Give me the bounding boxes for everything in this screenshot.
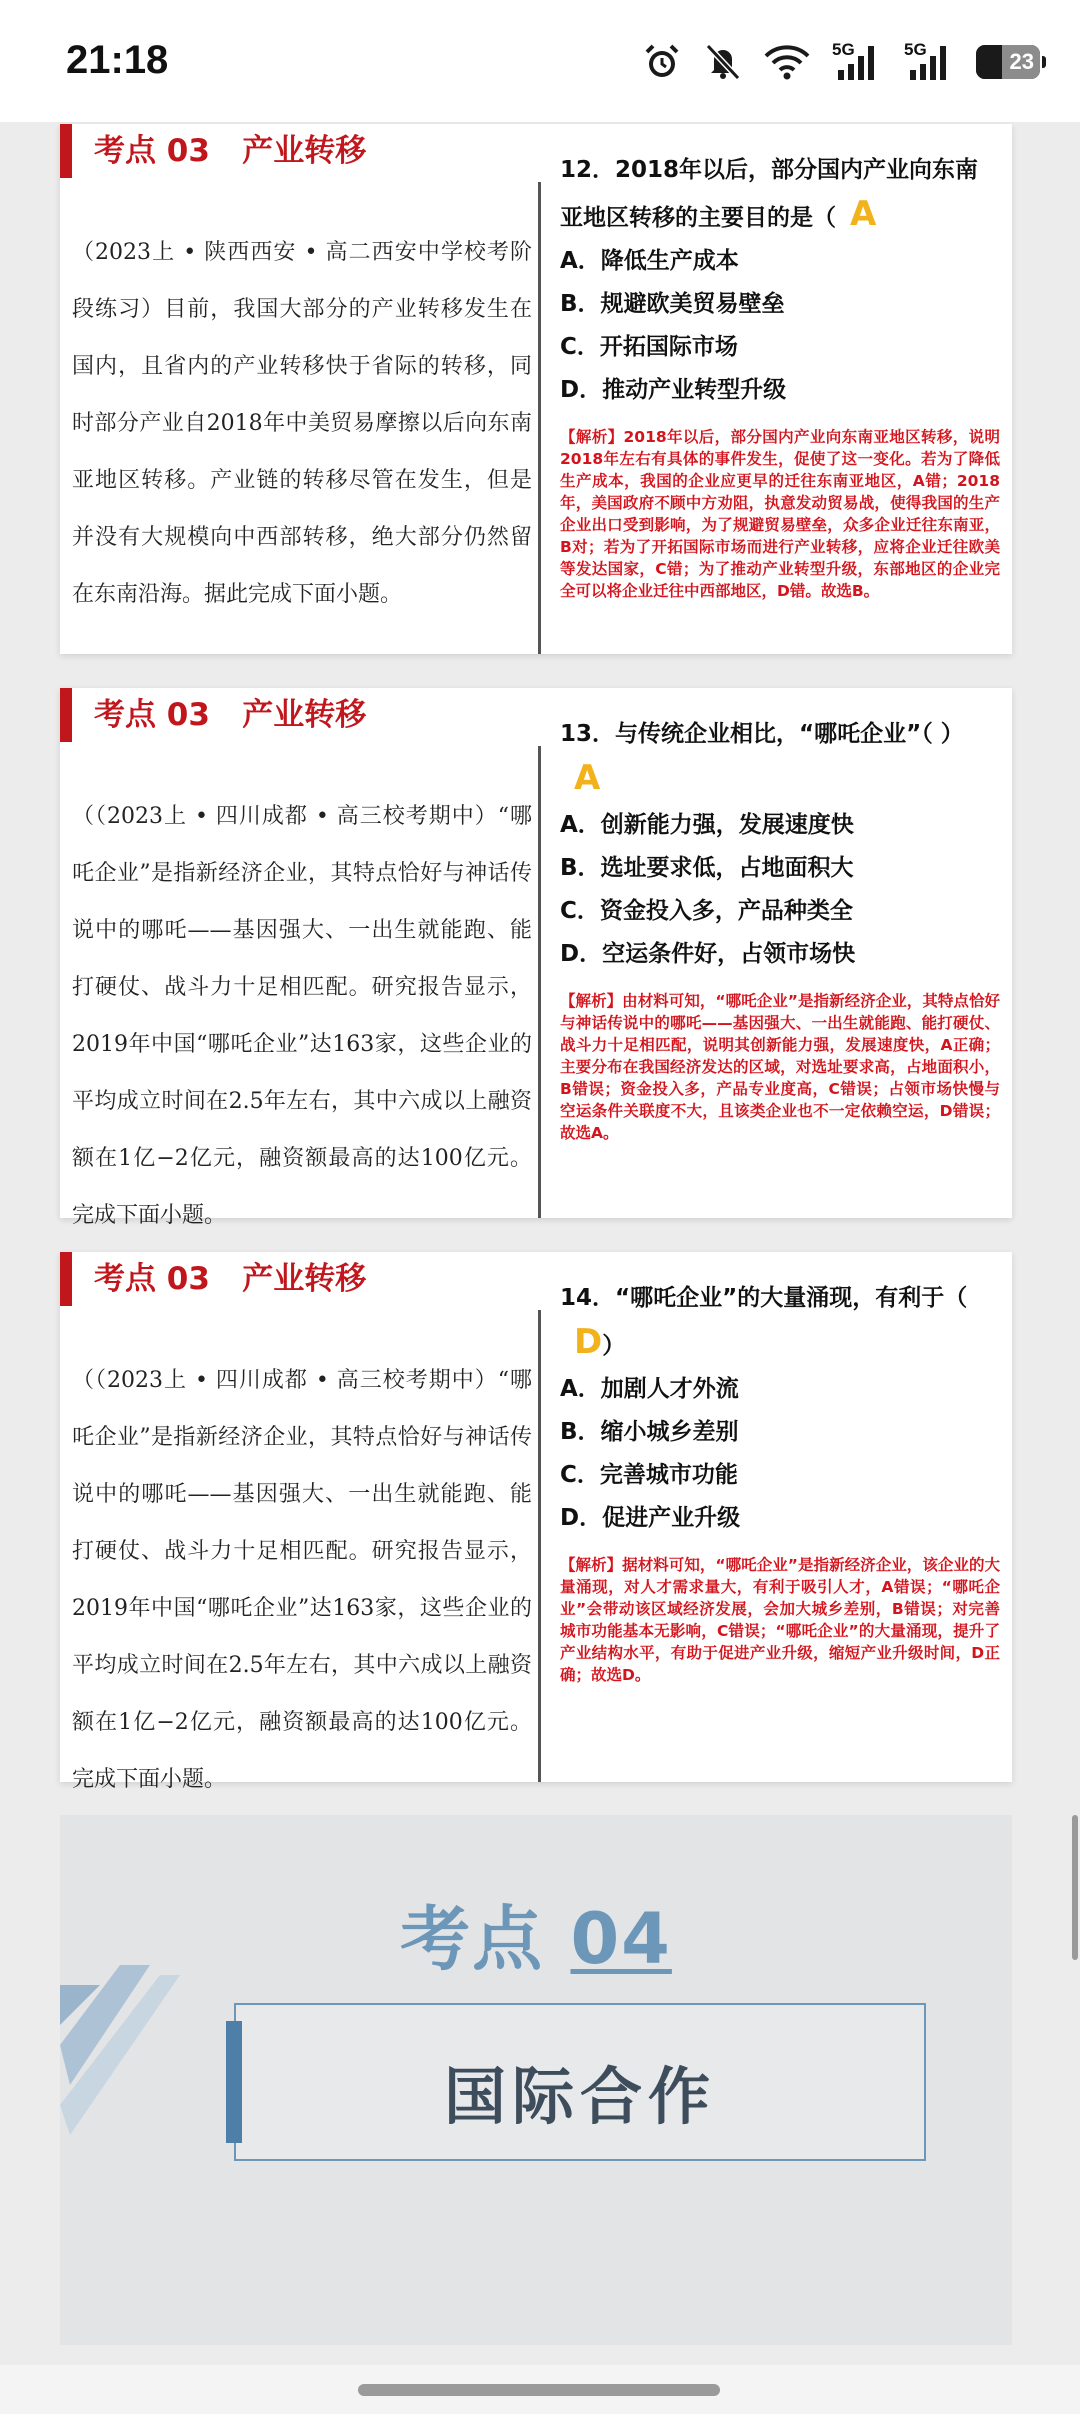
question-stem: 13．与传统企业相比，“哪吒企业”（ ）	[560, 721, 964, 747]
section-prefix: 考点	[400, 1898, 571, 1980]
slide-title: 考点 03 产业转移	[60, 1252, 366, 1306]
column-divider	[538, 182, 541, 654]
option-d: D．空运条件好，占领市场快	[560, 941, 856, 967]
option-b: B．规避欧美贸易壁垒	[560, 291, 785, 317]
material-text: （（2023上 • 四川成都 • 高三校考期中）“哪吒企业”是指新经济企业，其特点恰好与神话传说中的哪吒——基因强大、一出生就能跑、能打硬仗、战斗力十足相匹配。研究报告显示，2019年中国“哪吒企业”达163家，这些企业的平均成立时间在2.5年左右，其中六成以上融资额在1亿−2亿元，融资额最高的达100亿元。完成下面小题。	[72, 804, 532, 1228]
analysis-text: 【解析】据材料可知，“哪吒企业”是指新经济企业，该企业的大量涌现，对人才需求量大，有利于吸引人才，A错误；“哪吒企业”会带动该区域经济发展，会加大城乡差别，B错误；对完善城市功能基本无影响，C错误；“哪吒企业”的大量涌现，提升了产业结构水平，有助于促进产业升级，缩短产业升级时间，D正确；故选D。	[560, 1556, 1000, 1684]
status-icons	[642, 40, 1040, 84]
option-d: D．推动产业转型升级	[560, 377, 787, 403]
scrollbar-thumb[interactable]	[1072, 1815, 1078, 1960]
option-c: C．开拓国际市场	[560, 334, 738, 360]
answer-mark: A	[574, 758, 601, 798]
option-a: A．降低生产成本	[560, 248, 739, 274]
answer-mark: D	[574, 1322, 603, 1362]
mute-bell-icon	[704, 42, 742, 82]
status-bar	[0, 0, 1080, 122]
question-text	[560, 712, 1000, 804]
battery-level: 23	[1009, 49, 1034, 74]
section-title-slide[interactable]	[60, 1815, 1012, 2345]
section-number	[60, 1883, 1012, 1984]
answer-mark: A	[850, 194, 877, 234]
option-b: B．缩小城乡差别	[560, 1419, 739, 1445]
status-time: 21:18	[66, 38, 169, 82]
section-name-box	[234, 2003, 926, 2161]
question-text	[560, 1276, 1000, 1368]
question-tail: ）	[602, 1333, 626, 1359]
home-indicator[interactable]	[358, 2384, 720, 2396]
network-type-label: 5G	[832, 40, 855, 59]
signal-icon	[904, 42, 954, 82]
option-a: A．创新能力强，发展速度快	[560, 812, 854, 838]
alarm-icon	[642, 42, 682, 82]
section-name: 国际合作	[443, 2060, 716, 2133]
slide-card[interactable]	[60, 1252, 1012, 1792]
analysis-text: 【解析】由材料可知，“哪吒企业”是指新经济企业，其特点恰好与神话传说中的哪吒——基因强大、一出生就能跑、能打硬仗、战斗力十足相匹配，说明其创新能力强，发展速度快，A正确；主要分布在我国经济发达的区域，对选址要求高，占地面积小，B错误；资金投入多，产品专业度高，C错误；占领市场快慢与空运条件关联度不大，且该类企业也不一定依赖空运，D错误；故选A。	[560, 992, 1000, 1142]
option-c: C．完善城市功能	[560, 1462, 738, 1488]
option-b: B．选址要求低，占地面积大	[560, 855, 854, 881]
slide-title: 考点 03 产业转移	[60, 124, 366, 178]
column-divider	[538, 1310, 541, 1782]
analysis-text: 【解析】2018年以后，部分国内产业向东南亚地区转移，说明2018年左右有具体的事件发生，促使了这一变化。若为了降低生产成本，我国的企业应更早的迁往东南亚地区，A错；2018年，美国政府不顾中方劝阻，执意发动贸易战，使得我国的生产企业出口受到影响，为了规避贸易壁垒，众多企业迁往东南亚，B对；若为了开拓国际市场而进行产业转移，应将企业迁往欧美等发达国家，C错；为了推动产业转型升级，东部地区的企业完全可以将企业迁往中西部地区，D错。故选B。	[560, 428, 1000, 600]
slide-card[interactable]	[60, 688, 1012, 1228]
stripe-decoration	[60, 1965, 200, 2145]
slide-title: 考点 03 产业转移	[60, 688, 366, 742]
option-c: C．资金投入多，产品种类全	[560, 898, 853, 924]
network-type-label: 5G	[904, 40, 927, 59]
material-text: （2023上 • 陕西西安 • 高二西安中学校考阶段练习）目前，我国大部分的产业转移发生在国内，且省内的产业转移快于省际的转移，同时部分产业自2018年中美贸易摩擦以后向东南亚地区转移。产业链的转移尽管在发生，但是并没有大规模向中西部转移，绝大部分仍然留在东南沿海。据此完成下面小题。	[72, 240, 532, 607]
section-number-value: 04	[570, 1898, 672, 1980]
question-block	[560, 712, 1000, 1144]
option-a: A．加剧人才外流	[560, 1376, 739, 1402]
question-block	[560, 148, 1000, 602]
question-text	[560, 148, 1000, 240]
column-divider	[538, 746, 541, 1218]
question-stem: 14．“哪吒企业”的大量涌现，有利于（	[560, 1285, 968, 1311]
material-text: （（2023上 • 四川成都 • 高三校考期中）“哪吒企业”是指新经济企业，其特点恰好与神话传说中的哪吒——基因强大、一出生就能跑、能打硬仗、战斗力十足相匹配。研究报告显示，2019年中国“哪吒企业”达163家，这些企业的平均成立时间在2.5年左右，其中六成以上融资额在1亿−2亿元，融资额最高的达100亿元。完成下面小题。	[72, 1368, 532, 1792]
option-d: D．促进产业升级	[560, 1505, 741, 1531]
battery-icon	[976, 45, 1040, 79]
question-stem: 12．2018年以后，部分国内产业向东南亚地区转移的主要目的是（	[560, 157, 979, 231]
question-block	[560, 1276, 1000, 1686]
wifi-icon	[764, 43, 810, 81]
slide-card[interactable]	[60, 124, 1012, 654]
signal-icon	[832, 42, 882, 82]
